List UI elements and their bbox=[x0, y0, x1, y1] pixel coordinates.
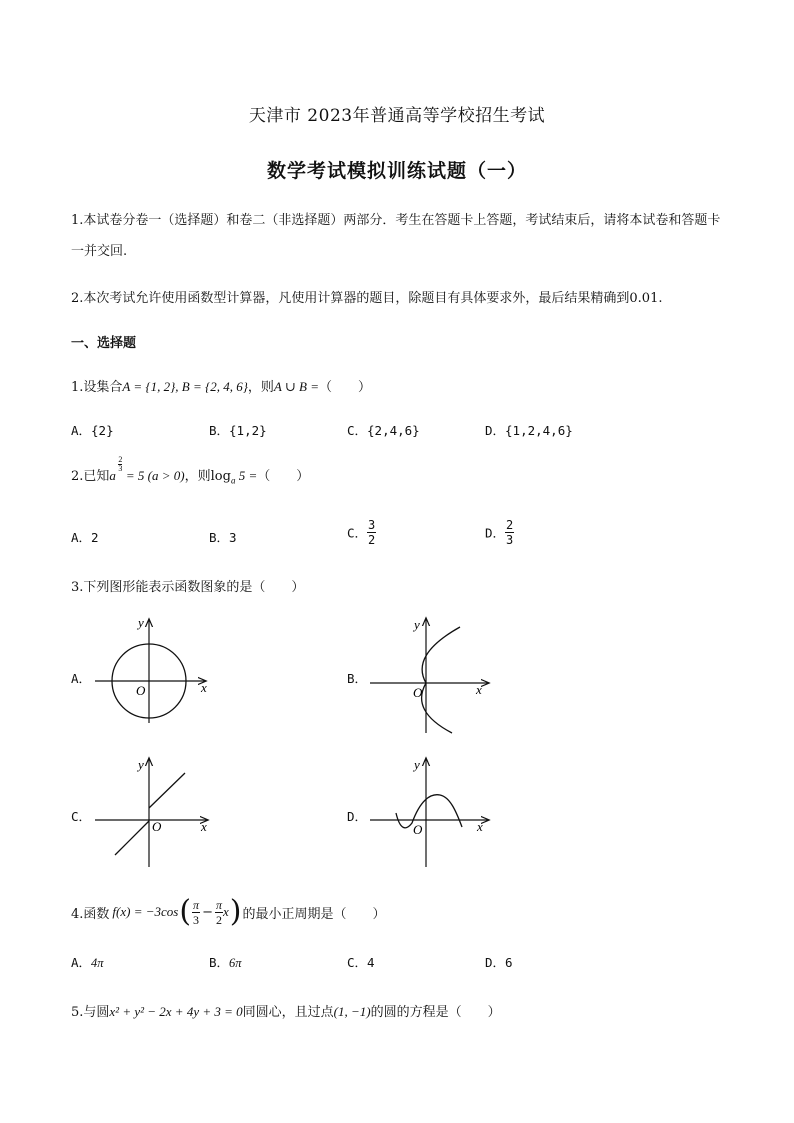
q2-mid: ，则 bbox=[184, 469, 211, 484]
question-3: 3.下列图形能表示函数图象的是（ ） bbox=[71, 580, 305, 595]
question-1 bbox=[71, 376, 371, 395]
q4-minus: − bbox=[202, 904, 213, 920]
q2-power: a 2 3 bbox=[109, 455, 123, 483]
svg-text:y: y bbox=[414, 757, 420, 772]
svg-text:O: O bbox=[152, 819, 162, 834]
q1-option-b: B．{1,2} bbox=[209, 423, 267, 438]
svg-text:x: x bbox=[476, 682, 482, 697]
q4-right-paren: ) bbox=[229, 894, 242, 929]
q4-x: x bbox=[222, 904, 229, 919]
svg-text:O: O bbox=[413, 685, 423, 700]
q5-point: (1, −1) bbox=[333, 1004, 371, 1019]
graph-b-parabola bbox=[370, 615, 495, 735]
q1-prefix: 1.设集合 bbox=[71, 380, 123, 395]
q2-option-b: B．3 bbox=[209, 530, 237, 545]
q4-option-d: D．6 bbox=[485, 955, 513, 970]
q2-prefix: 2.已知 bbox=[71, 469, 110, 484]
question-2 bbox=[71, 455, 310, 493]
graph-c-label: C． bbox=[71, 809, 92, 824]
exam-subtitle: 数学考试模拟训练试题（一） bbox=[266, 160, 527, 182]
q4-option-c: C．4 bbox=[347, 955, 375, 970]
graph-c-lines bbox=[95, 755, 220, 870]
svg-text:y: y bbox=[138, 615, 144, 630]
question-4 bbox=[71, 893, 386, 931]
exam-title: 天津市 2023年普通高等学校招生考试 bbox=[248, 106, 546, 126]
q4-frac-1: $\frac{\pi}{3}$ bbox=[193, 897, 200, 927]
q1-option-a: A．{2} bbox=[71, 423, 114, 438]
q2-option-c: C． $\frac{3}{2}$ bbox=[347, 518, 376, 547]
q4-option-a: A．4π bbox=[71, 955, 104, 970]
q1-math2: A ∪ B = bbox=[273, 379, 319, 394]
q1-mid: ，则 bbox=[247, 380, 274, 395]
graph-d-curve bbox=[370, 755, 495, 870]
q5-prefix: 5.与圆 bbox=[71, 1005, 110, 1020]
q2-eq: = 5 (a > 0) bbox=[125, 468, 185, 483]
q5-mid: 同圆心，且过点 bbox=[242, 1005, 334, 1020]
graph-d-label: D． bbox=[347, 809, 368, 824]
q4-suffix: 的最小正周期是（ ） bbox=[242, 906, 386, 922]
question-5 bbox=[71, 1001, 501, 1020]
q4-func: f(x) = −3cos bbox=[112, 904, 179, 919]
q2-log: $\log_a 5$ = bbox=[210, 468, 258, 486]
svg-text:O: O bbox=[413, 822, 423, 837]
svg-text:y: y bbox=[414, 617, 420, 632]
q1-option-d: D．{1,2,4,6} bbox=[485, 423, 573, 438]
graph-a-circle bbox=[95, 615, 220, 725]
note-2: 2.本次考试允许使用函数型计算器，凡使用计算器的题目，除题目有具体要求外，最后结果精确到0.01. bbox=[71, 291, 663, 306]
graph-b-label: B． bbox=[347, 671, 368, 686]
q5-suffix: 的圆的方程是（ ） bbox=[370, 1005, 501, 1020]
svg-text:x: x bbox=[201, 819, 207, 834]
q4-option-b: B．6π bbox=[209, 955, 242, 970]
q4-prefix: 4.函数 bbox=[71, 906, 110, 922]
q1-option-c: C．{2,4,6} bbox=[347, 423, 420, 438]
q4-frac-2: $\frac{\pi}{2}$ bbox=[215, 897, 222, 927]
q1-suffix: （ ） bbox=[318, 380, 371, 395]
svg-text:x: x bbox=[201, 680, 207, 695]
q5-math: x² + y² − 2x + 4y + 3 = 0 bbox=[109, 1004, 243, 1019]
q1-math: A = {1, 2}, B = {2, 4, 6} bbox=[122, 379, 248, 394]
q2-option-a: A．2 bbox=[71, 530, 99, 545]
svg-text:y: y bbox=[138, 757, 144, 772]
q2-option-d: D． $\frac{2}{3}$ bbox=[485, 518, 514, 547]
note-1: 1.本试卷分卷一（选择题）和卷二（非选择题）两部分．考生在答题卡上答题，考试结束后，请将本试卷和答题卡一并交回. bbox=[71, 213, 721, 259]
svg-text:O: O bbox=[136, 683, 146, 698]
graph-a-label: A． bbox=[71, 671, 92, 686]
section-title: 一、选择题 bbox=[71, 336, 137, 351]
svg-text:x: x bbox=[477, 819, 483, 834]
q2-suffix: （ ） bbox=[257, 469, 310, 484]
q4-left-paren: ( bbox=[179, 894, 192, 929]
